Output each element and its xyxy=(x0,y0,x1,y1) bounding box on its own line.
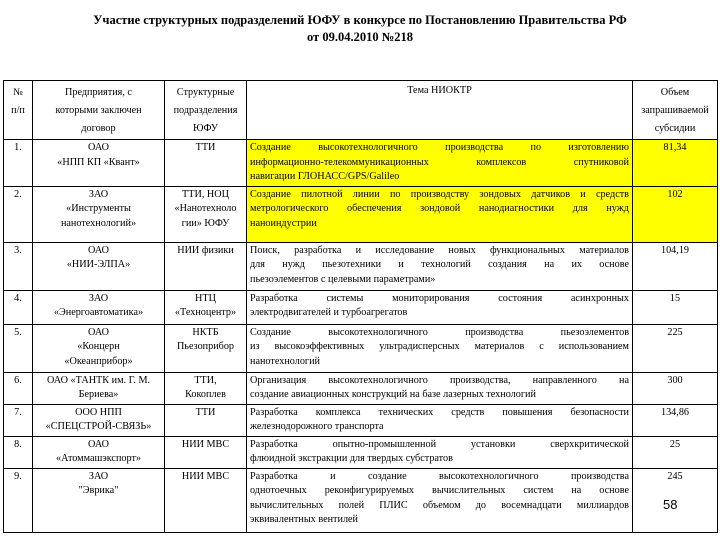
theme-line: информационно-телекоммуникационных комплексов спутниковой xyxy=(250,156,629,168)
cell-amount: 225 xyxy=(633,324,718,372)
theme-line: вычислительных полей ПЛИС объемом до восемнадцати миллиардов xyxy=(250,499,629,511)
header-unit: Структурные подразделения ЮФУ xyxy=(165,81,247,140)
header-theme: Тема НИОКТР xyxy=(247,81,633,140)
unit-line: НИИ физики xyxy=(177,244,234,256)
organization-line: ЗАО xyxy=(88,470,109,482)
unit-line: НИИ МВС xyxy=(181,470,230,482)
cell-organization xyxy=(33,140,165,187)
title-line-1: Участие структурных подразделений ЮФУ в конкурсе по Постановлению Правительства РФ xyxy=(93,13,627,27)
cell-organization xyxy=(33,186,165,242)
theme-line: Создание высокотехнологичного производства по изготовлению xyxy=(250,142,629,153)
organization-line: «Инструменты xyxy=(66,203,131,214)
organization-line: «СПЕЦСТРОЙ-СВЯЗЬ» xyxy=(45,421,152,432)
theme-line: создание авиационных конструкций на базе лазерных технологий xyxy=(250,389,536,400)
cell-theme xyxy=(247,436,633,468)
organization-line: ОАО xyxy=(87,326,110,338)
cell-amount: 104,19 xyxy=(633,242,718,290)
cell-unit xyxy=(165,404,247,436)
table-body xyxy=(4,140,718,533)
unit-line: Кокоплев xyxy=(185,389,226,400)
theme-line: железнодорожного транспорта xyxy=(250,421,384,432)
cell-unit xyxy=(165,242,247,290)
theme-line: Создание пилотной линии по производству зондовых датчиков и средств xyxy=(250,188,629,200)
table-row xyxy=(4,140,718,187)
theme-line: пьезоэлементов с целевыми параметрами» xyxy=(250,273,436,285)
cell-theme xyxy=(247,468,633,532)
cell-organization xyxy=(33,436,165,468)
theme-line: Поиск, разработка и исследование новых функциональных материалов xyxy=(250,244,629,256)
cell-num: 1. xyxy=(4,140,33,187)
unit-line: «Техноцентр» xyxy=(174,307,237,318)
cell-amount: 102 xyxy=(633,186,718,242)
page-number: 58 xyxy=(663,497,678,512)
cell-num: 9. xyxy=(4,468,33,532)
organization-line: ОАО xyxy=(87,142,110,153)
organization-line: ОАО «ТАНТК им. Г. М. xyxy=(46,374,151,386)
cell-theme xyxy=(247,372,633,404)
cell-amount: 134,86 xyxy=(633,404,718,436)
cell-theme xyxy=(247,324,633,372)
organization-line: «Океанприбор» xyxy=(64,355,133,367)
organization-line: «НПП КП «Квант» xyxy=(57,156,140,168)
title-line-2: от 09.04.2010 №218 xyxy=(306,30,414,44)
header-amount: Объем запрашиваемой субсидии xyxy=(633,81,718,140)
cell-organization xyxy=(33,242,165,290)
organization-line: ЗАО xyxy=(88,188,109,200)
cell-num: 8. xyxy=(4,436,33,468)
cell-unit xyxy=(165,290,247,324)
unit-line: НИИ МВС xyxy=(181,438,230,450)
cell-amount: 81,34 xyxy=(633,140,718,187)
unit-line: НТЦ xyxy=(195,292,216,304)
theme-line: навигации ГЛОНАСС/GPS/Galileo xyxy=(250,171,400,182)
cell-organization xyxy=(33,372,165,404)
header-num: № п/п xyxy=(4,81,33,140)
cell-unit xyxy=(165,372,247,404)
organization-line: ОАО xyxy=(87,244,110,256)
table-row xyxy=(4,468,718,532)
table-row xyxy=(4,290,718,324)
theme-line: электродвигателей и турбоагрегатов xyxy=(250,307,408,318)
cell-num: 6. xyxy=(4,372,33,404)
cell-organization xyxy=(33,468,165,532)
unit-line: Пьезоприбор xyxy=(176,341,235,352)
table-row xyxy=(4,372,718,404)
theme-line: Разработка опытно-промышленной установки сверхкритической xyxy=(250,438,629,450)
theme-line: Организация высокотехнологичного производства, направленного на xyxy=(250,374,629,386)
unit-line: «Нанотехноло xyxy=(174,203,237,214)
subsidy-table xyxy=(3,80,718,533)
table-row xyxy=(4,324,718,372)
theme-line: из высокоэффективных ультрадисперсных материалов с использованием xyxy=(250,341,629,352)
cell-theme xyxy=(247,290,633,324)
cell-num: 7. xyxy=(4,404,33,436)
cell-theme xyxy=(247,242,633,290)
theme-line: однотоечных реконфигурируемых вычислительных систем на основе xyxy=(250,485,629,496)
document-title xyxy=(0,12,720,46)
theme-line: Разработка комплекса технических средств повышения безопасности xyxy=(250,406,629,418)
cell-num: 2. xyxy=(4,186,33,242)
organization-line: «Энергоавтоматика» xyxy=(53,307,144,318)
table-header-row xyxy=(4,81,718,140)
cell-unit xyxy=(165,324,247,372)
theme-line: наноиндустрии xyxy=(250,217,317,229)
cell-organization xyxy=(33,404,165,436)
cell-theme xyxy=(247,186,633,242)
unit-line: гии» ЮФУ xyxy=(181,217,230,229)
theme-line: эквивалентных вентилей xyxy=(250,514,359,525)
theme-line: Разработка и создание высокотехнологичного производства xyxy=(250,470,629,482)
organization-line: «Атоммашэкспорт» xyxy=(56,453,141,464)
table-row xyxy=(4,436,718,468)
organization-line: «Концерн xyxy=(77,341,120,352)
unit-line: ТТИ, xyxy=(194,374,217,386)
table-row xyxy=(4,186,718,242)
table-row xyxy=(4,404,718,436)
cell-amount: 245 xyxy=(633,468,718,532)
organization-line: "Эврика" xyxy=(78,485,119,496)
cell-unit xyxy=(165,186,247,242)
organization-line: нанотехнологий» xyxy=(60,217,137,229)
organization-line: Бериева» xyxy=(78,389,119,400)
cell-unit xyxy=(165,468,247,532)
theme-line: Разработка системы мониторирования состояния асинхронных xyxy=(250,292,629,304)
table-row xyxy=(4,242,718,290)
unit-line: ТТИ xyxy=(195,142,216,153)
cell-amount: 25 xyxy=(633,436,718,468)
cell-organization xyxy=(33,290,165,324)
cell-unit xyxy=(165,140,247,187)
theme-line: метрологического обеспечения зондовой нанодиагностики для нужд xyxy=(250,203,629,214)
cell-theme xyxy=(247,140,633,187)
theme-line: нанотехнологий xyxy=(250,355,320,367)
theme-line: Создание высокотехнологичного производства пьезоэлементов xyxy=(250,326,629,338)
organization-line: ОАО xyxy=(87,438,110,450)
cell-num: 5. xyxy=(4,324,33,372)
cell-organization xyxy=(33,324,165,372)
theme-line: для нужд пьезотехники и технологий создания на их основе xyxy=(250,259,629,270)
cell-amount: 15 xyxy=(633,290,718,324)
organization-line: «НИИ-ЭЛПА» xyxy=(66,259,131,270)
cell-num: 4. xyxy=(4,290,33,324)
cell-unit xyxy=(165,436,247,468)
organization-line: ЗАО xyxy=(88,292,109,304)
unit-line: ТТИ xyxy=(195,406,216,418)
cell-num: 3. xyxy=(4,242,33,290)
cell-theme xyxy=(247,404,633,436)
cell-amount: 300 xyxy=(633,372,718,404)
theme-line: флюидной экстракции для твердых субстратов xyxy=(250,453,453,464)
organization-line: ООО НПП xyxy=(75,406,122,418)
header-org: Предприятия, с которыми заключен договор xyxy=(33,81,165,140)
unit-line: НКТБ xyxy=(192,326,219,338)
unit-line: ТТИ, НОЦ xyxy=(182,188,229,200)
